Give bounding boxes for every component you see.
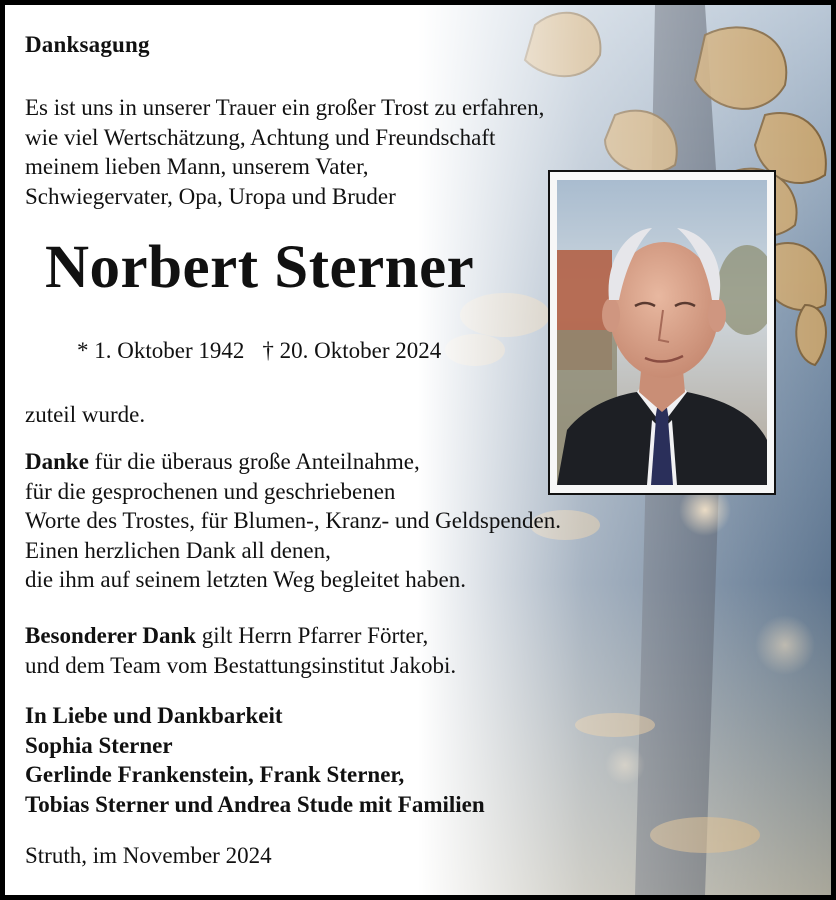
signature-line: Tobias Sterner und Andrea Stude mit Familien	[25, 791, 485, 817]
signature-block	[25, 701, 485, 819]
thanks-line: Worte des Trostes, für Blumen-, Kranz- und Geldspenden.	[25, 508, 561, 533]
life-dates	[77, 338, 441, 364]
thanks-first-line: für die überaus große Anteilnahme,	[88, 449, 420, 474]
special-thanks-first-line: gilt Herrn Pfarrer Förter,	[196, 623, 429, 648]
zuteil-text: zuteil wurde.	[25, 402, 146, 427]
thanks-line: die ihm auf seinem letzten Weg begleitet haben.	[25, 567, 466, 592]
deceased-name: Norbert Sterner	[45, 234, 475, 301]
thanks-line: für die gesprochenen und geschriebenen	[25, 478, 396, 504]
intro-line: wie viel Wertschätzung, Achtung und Freundschaft	[25, 124, 496, 150]
portrait-icon	[557, 180, 767, 485]
thanks-line	[25, 447, 561, 477]
portrait-frame	[548, 170, 776, 495]
signature-line: In Liebe und Dankbarkeit	[25, 703, 283, 728]
portrait-photo	[557, 180, 767, 485]
intro-paragraph	[25, 93, 544, 211]
signature-line: Sophia Sterner	[25, 732, 173, 758]
place-date: Struth, im November 2024	[25, 843, 272, 868]
death-date: † 20. Oktober 2024	[262, 338, 442, 363]
thanks-line: Einen herzlichen Dank all denen,	[25, 537, 331, 563]
special-thanks-lead: Besonderer Dank	[25, 623, 197, 648]
special-thanks-paragraph	[25, 621, 456, 680]
thanks-lead: Danke	[25, 449, 89, 474]
signature-line: Gerlinde Frankenstein, Frank Sterner,	[25, 762, 405, 787]
special-thanks-line	[25, 621, 456, 651]
intro-line: meinem lieben Mann, unserem Vater,	[25, 154, 369, 179]
birth-date: * 1. Oktober 1942	[77, 338, 245, 363]
special-thanks-line: und dem Team vom Bestattungsinstitut Jakobi.	[25, 652, 457, 678]
thanks-paragraph	[25, 447, 561, 595]
intro-line: Schwiegervater, Opa, Uropa und Bruder	[25, 183, 396, 209]
intro-line: Es ist uns in unserer Trauer ein großer Trost zu erfahren,	[25, 95, 545, 120]
heading: Danksagung	[25, 32, 150, 57]
